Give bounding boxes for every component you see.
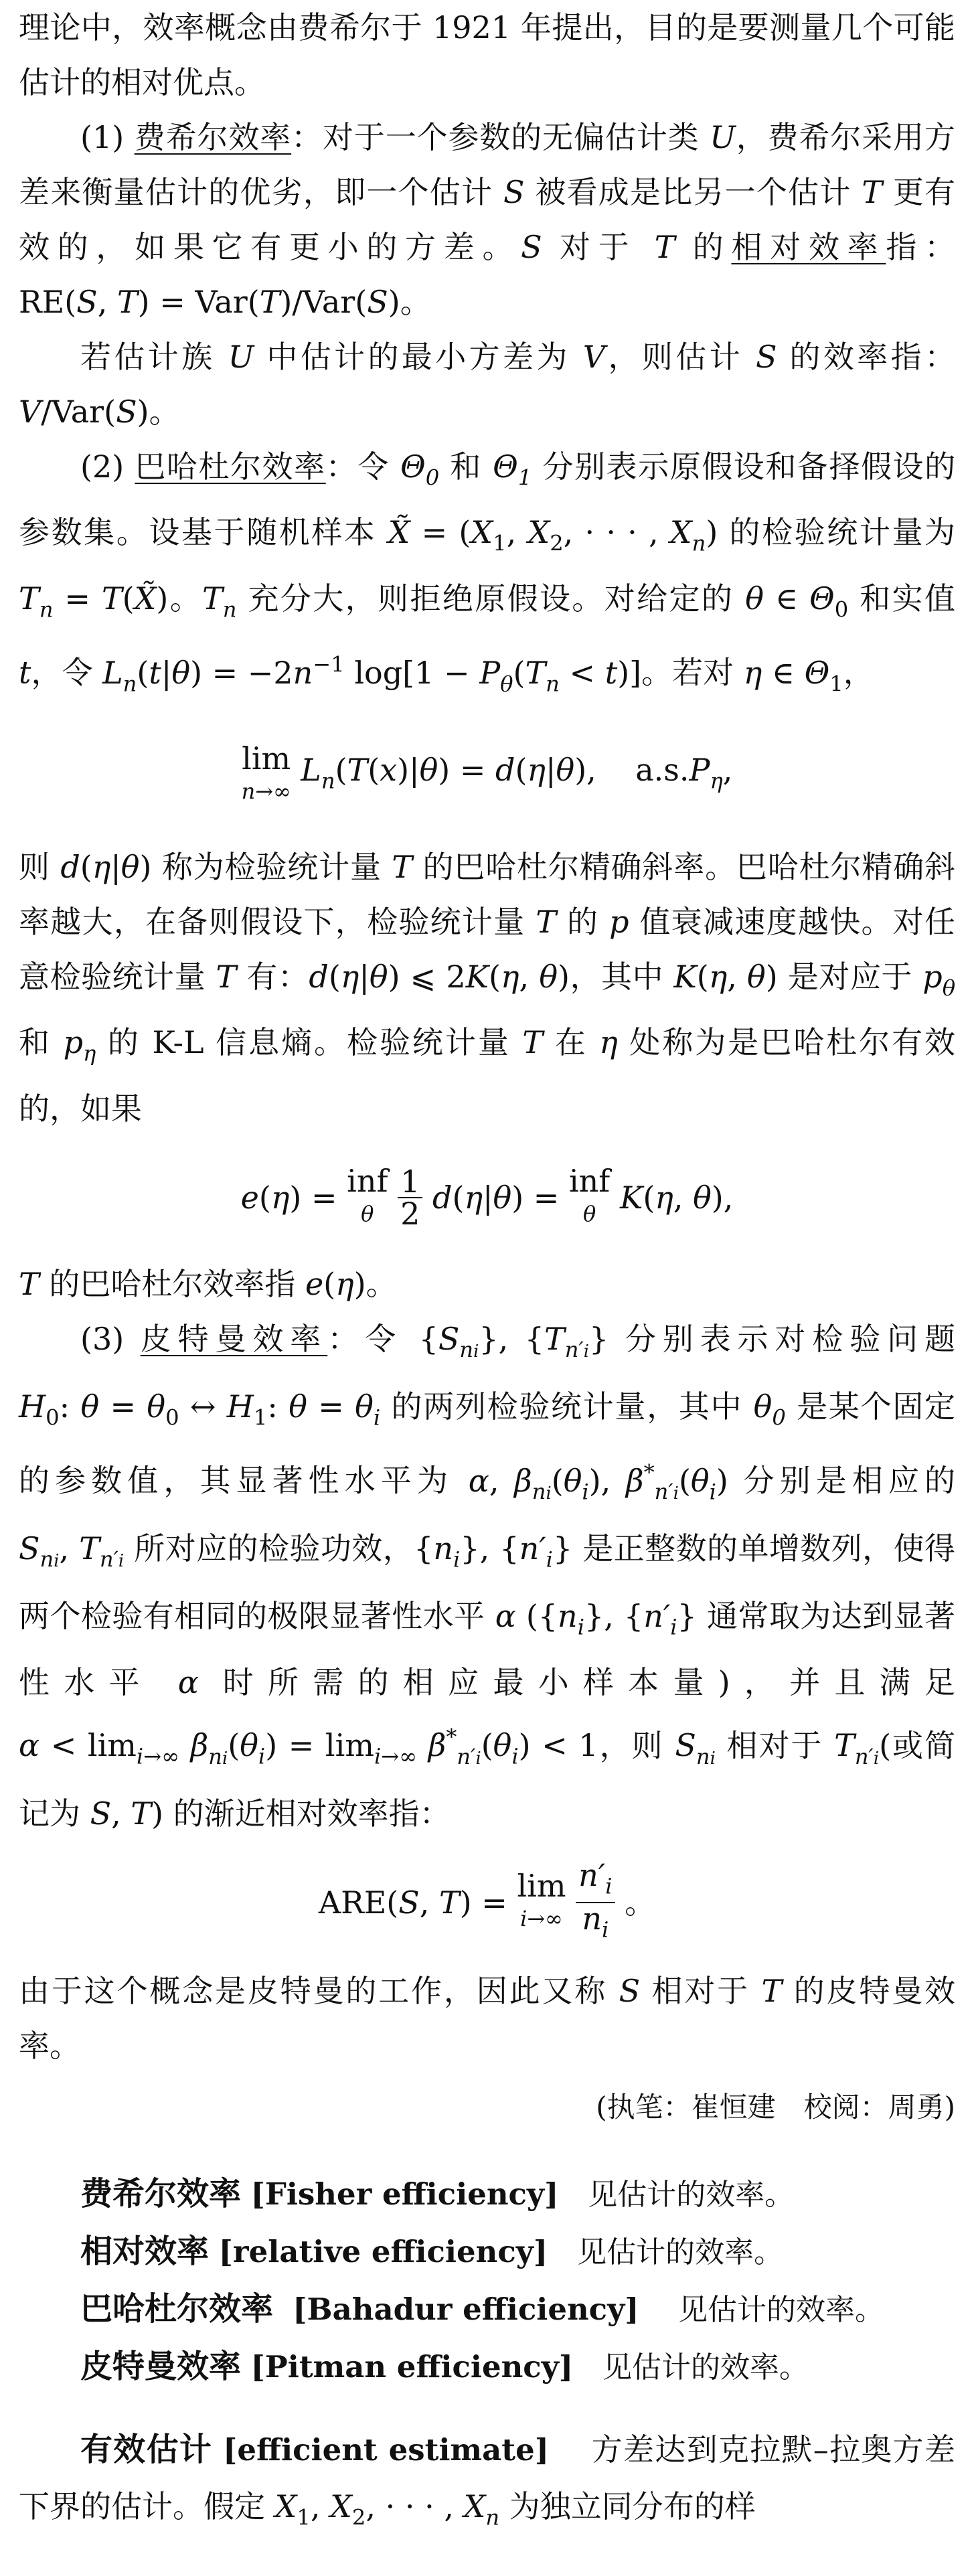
text-run: 处称为是巴哈杜尔有效的，如果: [19, 1024, 956, 1127]
math-samples: $X_1$, $X_2$, · · · , $X_n$: [274, 2488, 500, 2530]
text-run: 是某个固定的参数值，其显著性水平为: [19, 1388, 956, 1499]
math-V: V: [582, 339, 606, 375]
entry-english: [Pitman efficiency]: [250, 2348, 574, 2385]
math-T: T: [654, 229, 675, 265]
math-tn: $T_n$: [202, 580, 237, 622]
math-eta-in-theta1: η ∈ $\Theta_1$: [743, 654, 843, 696]
math-theta-in-theta0: θ ∈ $\Theta_0$: [745, 580, 849, 622]
text-run: ，: [843, 654, 874, 691]
text-run: 和: [450, 449, 482, 485]
text-run: ，令: [31, 654, 93, 691]
math-S: S: [521, 229, 542, 265]
math-tn: $T_n$ = T(X̃): [19, 580, 169, 622]
math-e-eta: e(η): [305, 1265, 366, 1302]
text-run: ：令: [325, 449, 390, 485]
entry-term: 巴哈杜尔效率: [80, 2289, 274, 2328]
display-equation-inf: e(η) = inf θ $\frac{1}{2}$ d(η|θ) = inf θ K(η, θ),: [240, 1163, 734, 1232]
text-run: ：令: [327, 1320, 403, 1357]
display-equation-are: ARE(S, T) = lim i→∞ $\frac{n'_i}{n_i}$ 。: [318, 1857, 656, 1942]
entry-term: 费希尔效率: [80, 2174, 242, 2212]
entry-pitman-efficiency: [19, 2338, 955, 2396]
math-limit-condition: $\alpha < \lim_{i\to\infty} \beta_{ni}(\theta_i) = \lim_{i\to\infty} \beta^*_{n'i}(\theta_i) < 1$: [19, 1724, 598, 1769]
text-run: 分别表示对检验问题: [625, 1320, 956, 1357]
math-theta1: $\Theta_1$: [493, 449, 532, 491]
math-sequences: $\{S_{ni}\}$, $\{T_{n'i}\}$: [418, 1320, 609, 1362]
bahadur-definition-paragraph: [19, 1257, 955, 1311]
math-alpha-beta: α, $\beta_{ni}(\theta_i)$, $\beta^*_{n'i}(\theta_i)$: [468, 1459, 728, 1505]
text-run: 值衰减速度越快。对任意检验统计量: [19, 904, 956, 995]
text-run: 若估计族: [80, 339, 216, 375]
intro-paragraph: [19, 0, 955, 110]
entry-term: 相对效率: [80, 2232, 210, 2270]
fisher-paragraph: [19, 110, 955, 329]
text-run: 充分大，则拒绝原假设。对给定的: [248, 580, 734, 617]
text-run: 时所需的相应最小样本量)，并且满足: [222, 1664, 956, 1700]
text-run: ) 的渐近相对效率指：: [151, 1795, 451, 1832]
text-run: ，其中: [570, 959, 664, 995]
math-T: T: [536, 904, 557, 941]
author-credit: (执笔：崔恒建 校阅：周勇): [596, 2090, 955, 2123]
math-s-t: S, T: [90, 1795, 152, 1832]
math-theta0: $\Theta_0$: [400, 449, 440, 491]
pitman-paragraph: [19, 1311, 955, 1841]
min-variance-paragraph: [19, 329, 955, 439]
math-index-sets: $\{n_i\}$, $\{n'_i\}$: [414, 1530, 573, 1573]
entry-definition: 方差达到克拉默–拉奥方差下界的估计。假定: [19, 2431, 955, 2524]
math-U: U: [710, 119, 736, 155]
text-run: 。: [168, 580, 203, 617]
item-number-1: (1): [80, 119, 125, 155]
text-run: 相对于: [651, 1972, 750, 2009]
relative-efficiency-term: 相对效率: [731, 229, 886, 265]
entry-english: [efficient estimate]: [223, 2431, 549, 2468]
math-efficiency-formula: V/Var(S): [19, 394, 149, 430]
math-d-bound: d(η|θ) ⩽ 2K(η, θ): [309, 959, 570, 995]
text-run: 。若对: [641, 654, 734, 691]
text-run: ，则: [598, 1727, 664, 1764]
entry-efficient-estimate: [19, 2421, 955, 2545]
math-s-ni: $S_{ni}$: [675, 1727, 716, 1769]
text-run: 。: [149, 394, 180, 430]
text-run: 和实值: [860, 580, 956, 617]
text-run: (或简记为: [19, 1727, 956, 1832]
entry-bahadur-efficiency: [19, 2281, 955, 2338]
math-re-formula: RE(S, T) = Var(T)/Var(S): [19, 284, 400, 320]
math-T: T: [19, 1265, 39, 1302]
entry-see-reference: 见估计的效率。: [602, 2350, 809, 2385]
math-T: T: [761, 1972, 783, 2009]
text-run: 被看成是比另一个估计: [535, 174, 851, 210]
text-run: ，费希尔采用方差来衡量估计的优劣，即一个估计: [19, 119, 956, 210]
math-p-theta: $p_\theta$: [922, 959, 956, 1001]
intro-text: 理论中，效率概念由费希尔于 1921 年提出，目的是要测量几个可能估计的相对优点。: [19, 9, 955, 100]
math-alpha: α: [177, 1664, 199, 1700]
text-run: 的检验统计量为: [729, 514, 956, 551]
math-eta: η: [599, 1024, 618, 1061]
text-run: 指：: [886, 229, 956, 265]
math-theta0-value: $\theta_0$: [753, 1388, 786, 1431]
math-K: K(η, θ): [673, 959, 778, 995]
math-T: T: [862, 174, 882, 210]
text-run: 的: [692, 229, 732, 265]
text-run: 的: [566, 904, 599, 941]
item-number-3: (3): [80, 1320, 125, 1357]
text-run: 的巴哈杜尔效率指: [49, 1265, 296, 1302]
text-run: 在: [554, 1024, 588, 1061]
text-run: 的巴哈杜尔精确斜率。巴哈杜尔精确斜率越大，在备则假设下，检验统计量: [19, 849, 956, 941]
item-number-2: (2): [80, 449, 125, 485]
math-alpha-sets: α ($\{n_i\}$, $\{n'_i\}$: [495, 1598, 697, 1640]
text-run: 对于: [560, 229, 637, 265]
math-S: S: [503, 174, 525, 210]
text-run: 更有效的，如果它有更小的方差。: [19, 174, 956, 265]
text-run: 分别是相应的: [743, 1462, 956, 1499]
entry-english: [Bahadur efficiency]: [293, 2291, 639, 2327]
entry-see-reference: 见估计的效率。: [577, 2235, 784, 2269]
text-run: 是对应于: [787, 959, 913, 995]
text-run: 所对应的检验功效，: [134, 1530, 414, 1567]
math-d-eta-theta: d(η|θ): [60, 849, 152, 886]
math-U: U: [228, 339, 254, 375]
text-run: 是正整数的单增数列，使得两个检验有相同的极限显著性水平: [19, 1530, 956, 1635]
bahadur-efficiency-term: 巴哈杜尔效率: [135, 449, 326, 485]
math-sample: X̃ = ($X_1$, $X_2$, · · · , $X_n$): [388, 514, 718, 556]
entry-english: [relative efficiency]: [218, 2233, 548, 2269]
math-S: S: [756, 339, 777, 375]
text-run: ，则估计: [605, 339, 743, 375]
spacer: [19, 2396, 955, 2421]
math-s-t-pair: $S_{ni}$, $T_{n'i}$: [19, 1530, 125, 1573]
text-run: 。: [400, 284, 431, 320]
pitman-efficiency-term: 皮特曼效率: [140, 1320, 328, 1357]
text-run: 的皮特曼效率。: [19, 1972, 956, 2064]
entry-term: 皮特曼效率: [80, 2347, 242, 2385]
text-run: 的 K-L 信息熵。检验统计量: [107, 1024, 511, 1061]
entry-see-reference: 见估计的效率。: [678, 2292, 885, 2327]
entry-term: 有效估计: [80, 2430, 213, 2468]
text-run: ：对于一个参数的无偏估计类: [291, 119, 700, 155]
math-T: T: [522, 1024, 544, 1061]
document-page: [19, 0, 955, 2576]
text-run: 称为检验统计量: [161, 849, 382, 886]
math-T: T: [216, 959, 237, 995]
text-run: 通常取为达到显著性水平: [19, 1598, 956, 1700]
text-run: 的两列检验统计量，其中: [391, 1388, 743, 1425]
math-p-eta: $p_\eta$: [63, 1024, 96, 1066]
text-run: 有：: [246, 959, 309, 995]
entry-see-reference: 见估计的效率。: [588, 2177, 795, 2212]
text-run: 则: [19, 849, 50, 886]
text-run: 由于这个概念是皮特曼的工作，因此又称: [19, 1972, 608, 2009]
text-run: 分别表示原假设和备择假设的参数集。设基于随机样本: [19, 449, 956, 551]
text-run: 中估计的最小方差为: [266, 339, 570, 375]
slope-paragraph: [19, 839, 955, 1136]
entry-definition-continued: 为独立同分布的样: [509, 2488, 756, 2524]
math-hypotheses: $H_0$: $\theta = \theta_0$ ↔ $H_1$: $\theta = \theta_i$: [19, 1388, 381, 1431]
math-S: S: [619, 1972, 641, 2009]
math-T: T: [392, 849, 412, 886]
entry-english: [Fisher efficiency]: [250, 2176, 559, 2212]
display-equation-limit: lim n→∞ $L_n(T(x)|\theta) = d(\eta|\theta)$, $a.s.P_\eta$,: [241, 740, 733, 805]
entry-relative-efficiency: [19, 2223, 955, 2281]
text-run: 和: [19, 1024, 52, 1061]
math-p: p: [609, 904, 629, 941]
text-run: 。: [366, 1265, 397, 1302]
text-run: 相对于: [726, 1727, 823, 1764]
math-ln-formula: $L_n(t|\theta) = -2n^{-1}$ $\log[1 - P_\theta(T_n < t)]$: [102, 651, 642, 696]
entry-fisher-efficiency: [19, 2166, 955, 2223]
math-t-ni: $T_{n'i}$: [834, 1727, 880, 1769]
text-run: 的效率指：: [789, 339, 956, 375]
math-t: t: [19, 654, 31, 691]
bahadur-paragraph: [19, 439, 955, 711]
pitman-note-paragraph: [19, 1963, 955, 2073]
fisher-efficiency-term: 费希尔效率: [134, 119, 292, 155]
